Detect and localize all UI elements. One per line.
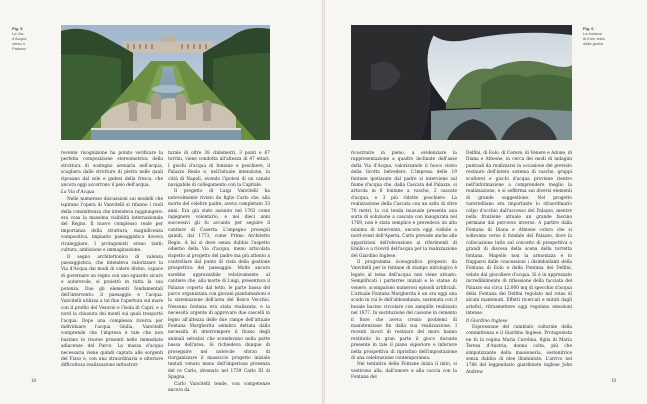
page-number: 18: [31, 379, 36, 384]
paragraph: turale di oltre 38 chilometri, 3 ponti e 67 torrini, viene condotta all'altezza di 47 ettari. I giochi d'acqua di fontane e peschiere, il Palazzo Reale e, nell'intuale intenzione, la città di Napoli, avendo l'ipotesi di un canale navigabile di collegamento con la Capitale.: [168, 151, 270, 189]
section-heading: Il Giardino Inglese: [466, 318, 508, 324]
section-heading: La Via d'Acqua: [61, 190, 95, 196]
caption-figure-number: Fig. 5: [12, 26, 23, 31]
paragraph: Delfini, di Eolo, di Cerere, di Venere e Adone, di Diana e Atteone, in cerca dei modi di indagini puntuali da realizzarsi in occasione del previsto restauro dell'intero sistema di vasche, gruppi scultorei e giochi d'acqua proviene rientro nell'informazione a comprendere meglio la realizzazione, e si sofferma sui diversi elementi di grande suggestione. Nel progetto vanvitelliano era importante lo straordinario colpo d'occhio dall'accesso del Palazzo, mentre nella fruizione attuale un grande fascino permane dal percorso inverso. A partire dalla Fontana di Diana e Atteone coloro che si sollevano verso il fondale del Palazzo, dove la collocazione tutto sul concetto di prospettiva a grandi di discesa della scena della torretta fontana. Mapello non la armonizza e lo frapparsi dalle concessioni i disimballanti della Fontana di Eolo e della Fontana dei Delfini, velato dal giocoliere d'acqua. Si è in apprezzato incredibilmente di riflessione della facciata del Palazzo sui circa 12.000 mq di specchio d'acqua della Fontana dei Delfini regolato nel rotas di alcuni mantenuti. Effetti ricercati e mirati dagli artefici, ritrasmettere oggi regolano emozioni intense.: [466, 151, 572, 317]
caption-figure-number: Fig. 6: [583, 26, 594, 31]
right-page: [325, 0, 647, 404]
palace-garden-illustration: [61, 25, 270, 140]
caption-line: di Eolo vista: [583, 36, 605, 41]
caption-line: La fontana: [583, 31, 602, 36]
reggia-via-acqua-photo: [61, 25, 270, 140]
caption-line: verso il Palazzo: [12, 41, 27, 51]
paragraph: Il programma iconografico proposto da Vanvitelli per le fontane di stampo mitologico è legato al tema dell'acqua non viene attuato. Semplificati i parterres iniziali e le statue di venere, scompaiono numerosi episodi artificiali. L'attuale Fontana Margherita è un ora oggi una scudo in cui le dell'abbondanza, sostenuta con il bosale bacino circolare con zampille realizzato nel 1877. In sostituzione del cassone in cemento il fiore che aveva creato problemi di manutenzione fin dalla sua realizzazione. I recenti lavori di restauro del muro hanno restituito in gran parte il gioco durante presente in tale il piano superiore e inferiore nella prospettiva di ripristino dell'impostazione di una celebrazione contemporanea.: [351, 259, 457, 361]
paragraph: Nel tentativo delle Fontane inizia il mito, si vestirono alla, dall'amore e alla caccia con la Fontana del: [351, 362, 457, 381]
grotto-view-illustration: [351, 25, 572, 140]
right-figure-caption: [583, 26, 613, 46]
right-text-column-2: [466, 151, 572, 376]
paragraph: recente ricognizione ha potuto verificare la perfetta composizione stereometrica della struttura di sostegno arenaria nell'acqua, scogliera dalle strutture di pietra nelle quali riposano dal sole e gadesi della fresca, che ancora oggi accorrono il pelo dell'acqua.: [61, 151, 163, 189]
caption-line: dalla grotta: [583, 41, 603, 46]
caption-line: La Via d'Acqua: [12, 31, 27, 41]
paragraph: Il segno architettonico di valenza paesaggistica, che intendeva valorizzare la Via d'Acqua dai modi di valere divino, capace di governare un regno con uno sguardo sicuro e autorevole, si proiettò in tutta la sua potenza. Due gli elementi fondamentali dell'intervento: il paesaggio e l'acqua. Vanvitelli utilizza a tal fine l'apertura sul mare con il profilo del Vesuvio e l'isola di Capri, e a nord la chiusura dei monti sui quali trasportò l'acqua. Dopo una complessa ricerca per individuare l'acqua Giulia, Vanvitelli comprende che l'impresa è tale che non bastano le risorse presenti nelle immediate adiacenze del Parco. La massa d'acqua necessaria viene quindi captata alle sorgenti del Fizzo e, con una straordinaria e ulteriore difficoltosa realizzazione infrastrut-: [61, 254, 163, 369]
paragraph: Carlo Vanvitelli tende, con competenze ancora da: [168, 381, 270, 394]
left-text-column-2: [168, 151, 270, 394]
page-number: 19: [611, 379, 616, 384]
paragraph: Il progetto di Luigi Vanvitelli ha notevolmente rivisto da figlio Carlo che, alla morte del celebre padre, aveva completato 33 anni. Era già stato assunto nel 1763 come ingegnere volontario, e nei dieci anni successivi gli fu accanto per seguire il cantiere di Caserta. L'impegno proseguì quindi, dal 1773, come Primo Architetto Regio. A lui si deve senza dubbio l'aspetto odierno della Via d'acqua, meno articolata rispetto al progetto del padre ma più attento a controllare dal punto di vista della gestione prospettica del paesaggio. Molto ancora sarebbe apprezzabile relativamente al cantiere che, alla morte di Luigi, presentava il Palazzo coperto dal tetto, le parte bassa del parco organizzata con giovani piantumazioni e la sistemazione dell'area del Bosco Vecchio. Nessuna fontana era stata realizzata, e la necessità urgente di approvare due cascelli in legno all'altezza delle due rampe dell'attuale Fontana Margherita semibra dettata dalla necessità di interrompere il flusso degli animali selvatici che scendevano nella parte bassa dell'area. Si richiedeva dunque di proseguire nel notevole sforzo di riorganizzare il massiccio progetto iniziale tentati venuto meno dell'imperiosa presenza del re Carlo, divenuto nel 1759 Carlo III di Spagna.: [168, 189, 270, 381]
eolo-fountain-photo: [351, 25, 572, 140]
left-page: [0, 0, 322, 404]
paragraph: Espressione del cambiato culturale della committenza e il Giardino Inglese. Protagonista ne fu la regina Maria Carolina, figlia di Maria Teresa d'Austria, donna colta, più che simpatizzante della massoneria, sostenitrice senza dubbio di idee illuministe. L'arrivo nel 1786 del leggendario giardiniere inglese John Andrew: [466, 324, 572, 375]
left-text-column-1: [61, 151, 163, 370]
paragraph: Nelle numerose discussioni sui modelli che ispirano l'opera di Vanvitelli si rifanno i ruoli della committenza che intendeva raggiungere: era cosa la massima visibilità internazionale del Regno. Il nuovo complesso reale per importanza della struttura, magnificenza compositiva, impianto paesaggistico doveva rivaleggiare. I protagonisti erano tanti: cultura, ambizione e immaginazione.: [61, 196, 163, 254]
left-figure-caption: [12, 26, 38, 51]
right-text-column-1: [351, 151, 457, 382]
paragraph: ricostruire in pieno, a evidenziare la rappresentazione a quadro inclinate dell'asse della Via d'Acqua, valorizzando il fuoco visivo della Grotta belvedere. L'impresa delle 19 fontane ipotizzate dal padre si interviene sul fiume d'acqua che, dalla Cascata del Palazzo, si articola in 6 fontane a vasche, 2 cascate d'acqua, e 3 più ridotte peschiere. La realizzazione della Cascata con un salto di oltre 70 metri, la cui tenda inusuale presenta una sorta di soluzione a cascata con inaugurata nel 1769, non è stata semplice e prevedeva un alto minimo di intervento, ancora oggi visibile a nord-ovest dell'Aperta. Carlo prevede anche alle apparizioni dell'elevazione ai riferimenti di Emilio e a riceviti dell'acqua per la realizzazione del Giardino Inglese.: [351, 151, 457, 259]
